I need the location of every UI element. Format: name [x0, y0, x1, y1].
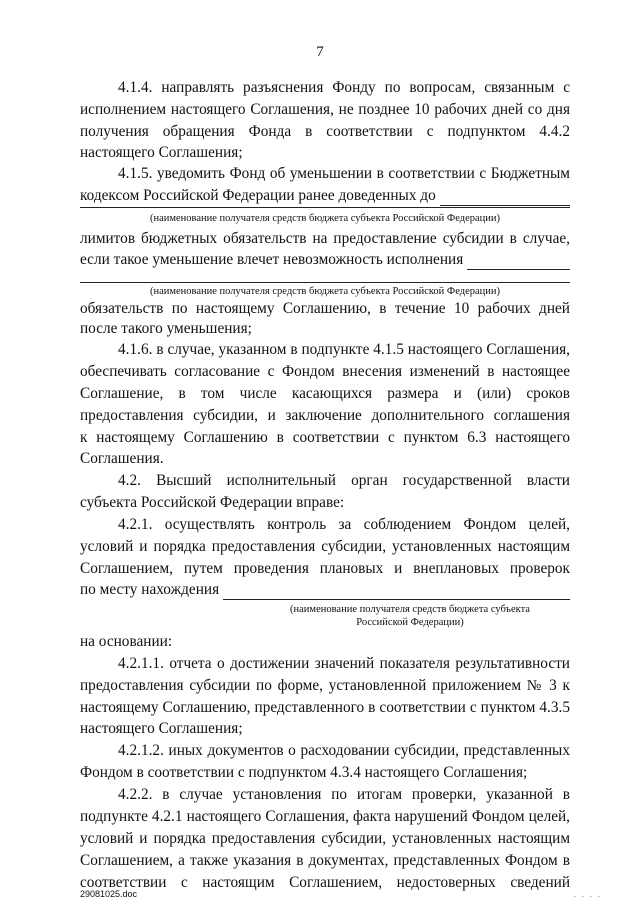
- paragraph-line: после такого уменьшения;: [80, 320, 252, 337]
- paragraph-line: 4.1.4. направлять разъяснения Фонду по вопросам, связанным с: [118, 79, 570, 96]
- paragraph-line: подпункте 4.2.1 настоящего Соглашения, факта нарушений Фондом целей,: [80, 808, 570, 825]
- paragraph-line: соответствии с настоящим Соглашением, недостоверных сведений: [80, 874, 570, 891]
- paragraph-line: лимитов бюджетных обязательств на предоставление субсидии в случае,: [80, 230, 570, 247]
- blank-underline: [80, 207, 570, 208]
- paragraph-line: Фондом в соответствии с подпунктом 4.3.4 настоящего Соглашения;: [80, 764, 528, 781]
- file-name-footer: 29081025.doc: [80, 889, 138, 899]
- paragraph-line: предоставления субсидии по форме, установленной приложением № 3 к: [80, 677, 570, 694]
- paragraph-line: 4.1.5. уведомить Фонд об уменьшении в соответствии с Бюджетным: [118, 165, 570, 182]
- paragraph-line: настоящего Соглашения;: [80, 720, 243, 737]
- field-caption: (наименование получателя средств бюджета субъекта Российской Федерации): [149, 213, 500, 224]
- paragraph-line: настоящему Соглашению, представленного в соответствии с пунктом 4.3.5: [80, 699, 570, 716]
- paragraph-line: получения обращения Фонда в соответствии с подпунктом 4.4.2: [80, 123, 570, 140]
- paragraph-line: 4.1.6. в случае, указанном в подпункте 4.1.5 настоящего Соглашения,: [118, 341, 570, 358]
- paragraph-line: 4.2.1.2. иных документов о расходовании субсидии, представленных: [118, 742, 570, 759]
- paragraph-line: обязательств по настоящему Соглашению, в течение 10 рабочих дней: [80, 300, 570, 317]
- blank-fill-line: [80, 186, 570, 206]
- field-caption: (наименование получателя средств бюджета субъекта Российской Федерации): [149, 286, 500, 297]
- field-caption-line: Российской Федерации): [356, 617, 464, 628]
- blank-underline: [440, 190, 570, 206]
- paragraph-line: Соглашением, а также указания в документах, представленных Фондом в: [80, 852, 570, 869]
- field-caption-line: (наименование получателя средств бюджета субъекта: [290, 604, 530, 615]
- paragraph-line: на основании:: [80, 633, 173, 650]
- blank-underline: [467, 254, 570, 270]
- paragraph-line: настоящего Соглашения;: [80, 144, 243, 161]
- paragraph-line: обеспечивать согласование с Фондом внесения изменений в настоящее: [80, 363, 570, 380]
- blank-fill-line: [80, 250, 570, 270]
- paragraph-line: условий и порядка предоставления субсидии, установленных настоящим: [80, 538, 570, 555]
- paragraph-line: 4.2. Высший исполнительный орган государственной власти: [118, 472, 570, 489]
- paragraph-line: к настоящему Соглашению в соответствии с пунктом 6.3 настоящего: [80, 429, 570, 446]
- field-caption: [250, 603, 570, 629]
- paragraph-line: Соглашением, путем проведения плановых и внеплановых проверок: [80, 560, 570, 577]
- paragraph-line: исполнением настоящего Соглашения, не позднее 10 рабочих дней со дня: [80, 101, 570, 118]
- blank-underline: [223, 584, 570, 600]
- blank-fill-line: [80, 580, 570, 600]
- paragraph-line: условий и порядка предоставления субсидии, установленных настоящим: [80, 830, 570, 847]
- paragraph-line: субъекта Российской Федерации вправе:: [80, 494, 345, 511]
- paragraph-line: 4.2.2. в случае установления по итогам проверки, указанной в: [118, 786, 570, 803]
- paragraph-line: 4.2.1. осуществлять контроль за соблюдением Фондом целей,: [118, 516, 570, 533]
- paragraph-line: кодексом Российской Федерации ранее доведенных до: [80, 187, 436, 204]
- corner-mark: . . . .: [574, 890, 602, 899]
- paragraph-line: 4.2.1.1. отчета о достижении значений показателя результативности: [118, 655, 570, 672]
- paragraph-line: Соглашение, в том числе касающихся размера и (или) сроков: [80, 385, 570, 402]
- paragraph-line: по месту нахождения: [80, 581, 220, 598]
- page-number: 7: [316, 44, 324, 60]
- paragraph-line: предоставления субсидии, и заключение дополнительного соглашения: [80, 407, 570, 424]
- paragraph-line: если такое уменьшение влечет невозможность исполнения: [80, 251, 464, 268]
- paragraph-line: Соглашения.: [80, 450, 164, 467]
- blank-underline: [80, 282, 570, 283]
